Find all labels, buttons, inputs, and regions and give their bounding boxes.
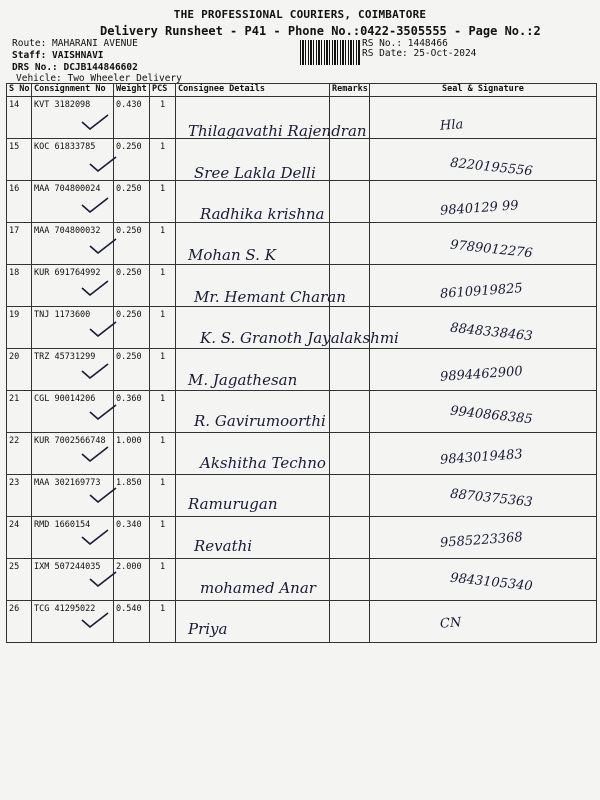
check-mark-icon	[80, 197, 110, 213]
row-weight: 0.360	[114, 391, 150, 433]
row-sno: 14	[7, 97, 32, 139]
check-mark-icon	[88, 238, 118, 254]
row-consignment: MAA 704800024	[32, 181, 114, 223]
col-pcs: PCS	[150, 84, 176, 97]
handwritten-signature: 9843019483	[439, 447, 524, 468]
row-remarks	[330, 391, 370, 433]
row-consignment: MAA 302169773	[32, 475, 114, 517]
barcode	[300, 40, 360, 65]
row-sno: 24	[7, 517, 32, 559]
handwritten-consignee: M. Jagathesan	[188, 371, 298, 389]
row-pcs: 1	[150, 181, 176, 223]
row-sno: 19	[7, 307, 32, 349]
route-text: Route: MAHARANI AVENUE	[12, 38, 138, 49]
handwritten-consignee: Priya	[188, 620, 228, 638]
check-mark-icon	[80, 446, 110, 462]
row-weight: 0.540	[114, 601, 150, 643]
row-sno: 25	[7, 559, 32, 601]
rs-date: RS Date: 25-Oct-2024	[362, 48, 477, 59]
row-remarks	[330, 139, 370, 181]
row-pcs: 1	[150, 349, 176, 391]
row-weight: 0.250	[114, 265, 150, 307]
row-remarks	[330, 517, 370, 559]
row-sno: 26	[7, 601, 32, 643]
row-weight: 0.250	[114, 223, 150, 265]
handwritten-signature: 9843105340	[449, 570, 534, 595]
row-consignment: RMD 1660154	[32, 517, 114, 559]
row-sno: 20	[7, 349, 32, 391]
handwritten-signature: 9585223368	[439, 530, 524, 551]
col-consignee: Consignee Details	[176, 84, 330, 97]
handwritten-signature: 8610919825	[439, 281, 524, 302]
row-consignment: CGL 90014206	[32, 391, 114, 433]
row-sno: 15	[7, 139, 32, 181]
row-consignment: KUR 7002566748	[32, 433, 114, 475]
row-pcs: 1	[150, 139, 176, 181]
row-sno: 18	[7, 265, 32, 307]
row-remarks	[330, 601, 370, 643]
col-signature: Seal & Signature	[370, 84, 597, 97]
row-signature	[370, 601, 597, 643]
row-consignment: TRZ 45731299	[32, 349, 114, 391]
check-mark-icon	[88, 487, 118, 503]
row-pcs: 1	[150, 601, 176, 643]
check-mark-icon	[80, 114, 110, 130]
handwritten-signature: 9789012276	[449, 237, 534, 262]
check-mark-icon	[80, 280, 110, 296]
row-remarks	[330, 223, 370, 265]
handwritten-signature: Hla	[439, 117, 464, 134]
row-pcs: 1	[150, 433, 176, 475]
handwritten-signature: CN	[439, 615, 462, 632]
row-pcs: 1	[150, 223, 176, 265]
row-signature	[370, 97, 597, 139]
handwritten-consignee: K. S. Granoth Jayalakshmi	[200, 329, 399, 347]
row-sno: 22	[7, 433, 32, 475]
row-consignment: TNJ 1173600	[32, 307, 114, 349]
row-weight: 0.250	[114, 139, 150, 181]
row-remarks	[330, 433, 370, 475]
col-consignment: Consignment No	[32, 84, 114, 97]
row-consignment: IXM 507244035	[32, 559, 114, 601]
row-weight: 0.250	[114, 349, 150, 391]
check-mark-icon	[80, 363, 110, 379]
row-consignment: MAA 704800032	[32, 223, 114, 265]
handwritten-consignee: Mohan S. K	[188, 246, 276, 264]
col-sno: S No	[7, 84, 32, 97]
row-pcs: 1	[150, 97, 176, 139]
check-mark-icon	[88, 321, 118, 337]
row-sno: 23	[7, 475, 32, 517]
row-pcs: 1	[150, 517, 176, 559]
check-mark-icon	[88, 156, 118, 172]
vehicle-text: Vehicle: Two Wheeler Delivery	[16, 73, 182, 84]
staff-text: Staff: VAISHNAVI	[12, 50, 104, 61]
handwritten-consignee: Sree Lakla Delli	[194, 164, 316, 182]
row-weight: 2.000	[114, 559, 150, 601]
row-consignment: KUR 691764992	[32, 265, 114, 307]
row-pcs: 1	[150, 475, 176, 517]
runsheet-title: Delivery Runsheet - P41 - Phone No.:0422-3505555 - Page No.:2	[100, 24, 541, 38]
row-weight: 1.000	[114, 433, 150, 475]
row-weight: 1.850	[114, 475, 150, 517]
handwritten-signature: 9840129 99	[439, 198, 520, 219]
row-sno: 21	[7, 391, 32, 433]
handwritten-consignee: R. Gavirumoorthi	[194, 412, 326, 430]
handwritten-consignee: Revathi	[194, 537, 253, 555]
handwritten-signature: 9894462900	[439, 364, 524, 385]
col-remarks: Remarks	[330, 84, 370, 97]
row-consignment: KOC 61833785	[32, 139, 114, 181]
col-weight: Weight	[114, 84, 150, 97]
handwritten-signature: 9940868385	[449, 403, 534, 428]
row-weight: 0.340	[114, 517, 150, 559]
handwritten-signature: 8870375363	[449, 486, 534, 511]
handwritten-signature: 8848338463	[449, 320, 534, 345]
row-pcs: 1	[150, 559, 176, 601]
handwritten-consignee: Akshitha Techno	[200, 454, 326, 472]
row-consignment: TCG 41295022	[32, 601, 114, 643]
handwritten-consignee: Mr. Hemant Charan	[194, 288, 346, 306]
check-mark-icon	[88, 571, 118, 587]
row-weight: 0.430	[114, 97, 150, 139]
handwritten-consignee: Thilagavathi Rajendran	[188, 122, 367, 140]
row-remarks	[330, 349, 370, 391]
row-pcs: 1	[150, 265, 176, 307]
check-mark-icon	[80, 529, 110, 545]
row-remarks	[330, 559, 370, 601]
company-title: THE PROFESSIONAL COURIERS, COIMBATORE	[173, 8, 427, 21]
handwritten-signature: 8220195556	[449, 155, 534, 180]
check-mark-icon	[88, 404, 118, 420]
check-mark-icon	[80, 612, 110, 628]
row-remarks	[330, 181, 370, 223]
row-pcs: 1	[150, 307, 176, 349]
table-header	[7, 84, 597, 97]
row-sno: 17	[7, 223, 32, 265]
handwritten-consignee: Radhika krishna	[200, 205, 325, 223]
row-weight: 0.250	[114, 181, 150, 223]
row-remarks	[330, 475, 370, 517]
row-consignment: KVT 3182098	[32, 97, 114, 139]
handwritten-consignee: mohamed Anar	[200, 579, 316, 597]
handwritten-consignee: Ramurugan	[188, 495, 278, 513]
row-pcs: 1	[150, 391, 176, 433]
row-weight: 0.250	[114, 307, 150, 349]
row-sno: 16	[7, 181, 32, 223]
drs-text: DRS No.: DCJB144846602	[12, 62, 138, 73]
rs-number: RS No.: 1448466	[362, 38, 448, 49]
